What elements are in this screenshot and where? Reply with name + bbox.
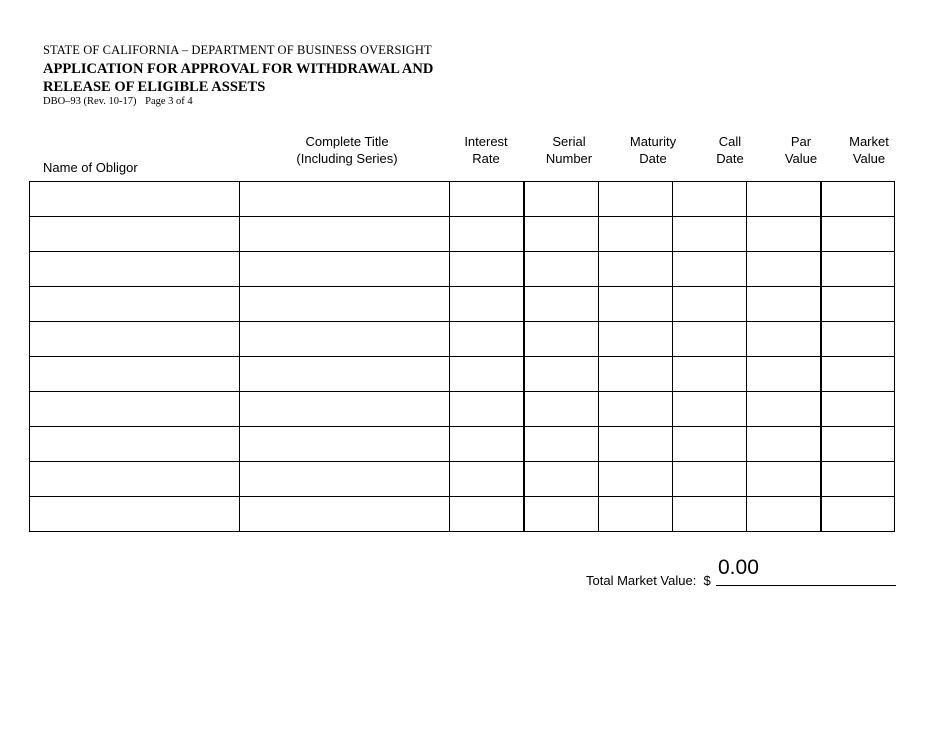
col-header-serial-number: Serial Number xyxy=(545,134,593,166)
table-row xyxy=(30,217,895,252)
cell-maturity-date[interactable] xyxy=(599,182,673,217)
cell-par-value[interactable] xyxy=(747,252,821,287)
cell-interest-rate[interactable] xyxy=(450,322,524,357)
table-row xyxy=(30,427,895,462)
cell-call-date[interactable] xyxy=(673,427,747,462)
cell-complete-title[interactable] xyxy=(240,287,450,322)
cell-maturity-date[interactable] xyxy=(599,392,673,427)
agency-name: STATE OF CALIFORNIA – DEPARTMENT OF BUSINESS OVERSIGHT xyxy=(43,43,432,57)
cell-market-value[interactable] xyxy=(821,287,895,322)
cell-market-value[interactable] xyxy=(821,357,895,392)
cell-market-value[interactable] xyxy=(821,322,895,357)
cell-maturity-date[interactable] xyxy=(599,252,673,287)
cell-complete-title[interactable] xyxy=(240,427,450,462)
cell-name-of-obligor[interactable] xyxy=(30,357,240,392)
cell-serial-number[interactable] xyxy=(524,392,599,427)
total-market-value-amount: 0.00 xyxy=(718,556,759,579)
cell-interest-rate[interactable] xyxy=(450,462,524,497)
cell-maturity-date[interactable] xyxy=(599,322,673,357)
total-market-value-field[interactable] xyxy=(716,585,896,586)
table-row xyxy=(30,497,895,532)
cell-interest-rate[interactable] xyxy=(450,497,524,532)
cell-market-value[interactable] xyxy=(821,252,895,287)
cell-serial-number[interactable] xyxy=(524,287,599,322)
form-revision xyxy=(43,96,199,107)
cell-complete-title[interactable] xyxy=(240,497,450,532)
col-header-interest-rate: Interest Rate xyxy=(464,134,508,166)
col-header-call-date: Call Date xyxy=(716,134,744,166)
cell-serial-number[interactable] xyxy=(524,462,599,497)
cell-serial-number[interactable] xyxy=(524,322,599,357)
cell-call-date[interactable] xyxy=(673,392,747,427)
cell-name-of-obligor[interactable] xyxy=(30,322,240,357)
cell-par-value[interactable] xyxy=(747,357,821,392)
cell-complete-title[interactable] xyxy=(240,357,450,392)
cell-name-of-obligor[interactable] xyxy=(30,182,240,217)
col-header-maturity-date: Maturity Date xyxy=(629,134,677,166)
currency-symbol: $ xyxy=(703,573,711,588)
cell-market-value[interactable] xyxy=(821,392,895,427)
cell-serial-number[interactable] xyxy=(524,497,599,532)
table-row xyxy=(30,322,895,357)
cell-par-value[interactable] xyxy=(747,427,821,462)
form-title-line1: APPLICATION FOR APPROVAL FOR WITHDRAWAL AND xyxy=(43,61,434,77)
assets-table xyxy=(29,181,895,532)
cell-par-value[interactable] xyxy=(747,182,821,217)
cell-maturity-date[interactable] xyxy=(599,287,673,322)
cell-interest-rate[interactable] xyxy=(450,182,524,217)
cell-name-of-obligor[interactable] xyxy=(30,392,240,427)
cell-name-of-obligor[interactable] xyxy=(30,462,240,497)
cell-market-value[interactable] xyxy=(821,462,895,497)
col-header-par-value: Par Value xyxy=(784,134,818,166)
cell-maturity-date[interactable] xyxy=(599,217,673,252)
cell-call-date[interactable] xyxy=(673,357,747,392)
cell-call-date[interactable] xyxy=(673,497,747,532)
page-number: Page 3 of 4 xyxy=(145,96,193,107)
cell-maturity-date[interactable] xyxy=(599,357,673,392)
cell-interest-rate[interactable] xyxy=(450,427,524,462)
cell-complete-title[interactable] xyxy=(240,322,450,357)
cell-complete-title[interactable] xyxy=(240,392,450,427)
cell-market-value[interactable] xyxy=(821,497,895,532)
cell-complete-title[interactable] xyxy=(240,462,450,497)
form-number: DBO–93 (Rev. 10-17) xyxy=(43,96,137,107)
cell-maturity-date[interactable] xyxy=(599,462,673,497)
cell-call-date[interactable] xyxy=(673,462,747,497)
form-title xyxy=(43,60,433,96)
cell-interest-rate[interactable] xyxy=(450,252,524,287)
cell-par-value[interactable] xyxy=(747,217,821,252)
cell-par-value[interactable] xyxy=(747,322,821,357)
cell-par-value[interactable] xyxy=(747,392,821,427)
total-market-value-label: Total Market Value: $ xyxy=(586,573,711,588)
cell-par-value[interactable] xyxy=(747,287,821,322)
cell-serial-number[interactable] xyxy=(524,217,599,252)
cell-call-date[interactable] xyxy=(673,287,747,322)
cell-serial-number[interactable] xyxy=(524,182,599,217)
cell-par-value[interactable] xyxy=(747,497,821,532)
cell-call-date[interactable] xyxy=(673,217,747,252)
table-row xyxy=(30,462,895,497)
cell-serial-number[interactable] xyxy=(524,357,599,392)
cell-complete-title[interactable] xyxy=(240,252,450,287)
cell-market-value[interactable] xyxy=(821,217,895,252)
cell-call-date[interactable] xyxy=(673,252,747,287)
cell-interest-rate[interactable] xyxy=(450,287,524,322)
col-header-complete-title: Complete Title (Including Series) xyxy=(296,134,398,166)
cell-market-value[interactable] xyxy=(821,427,895,462)
cell-market-value[interactable] xyxy=(821,182,895,217)
cell-maturity-date[interactable] xyxy=(599,427,673,462)
table-row xyxy=(30,182,895,217)
cell-par-value[interactable] xyxy=(747,462,821,497)
cell-call-date[interactable] xyxy=(673,322,747,357)
table-row xyxy=(30,392,895,427)
cell-maturity-date[interactable] xyxy=(599,497,673,532)
cell-name-of-obligor[interactable] xyxy=(30,252,240,287)
col-header-name-of-obligor: Name of Obligor xyxy=(43,160,138,175)
form-title-line2: RELEASE OF ELIGIBLE ASSETS xyxy=(43,79,266,95)
cell-name-of-obligor[interactable] xyxy=(30,217,240,252)
cell-name-of-obligor[interactable] xyxy=(30,497,240,532)
cell-call-date[interactable] xyxy=(673,182,747,217)
cell-interest-rate[interactable] xyxy=(450,392,524,427)
cell-interest-rate[interactable] xyxy=(450,217,524,252)
cell-name-of-obligor[interactable] xyxy=(30,427,240,462)
table-row xyxy=(30,287,895,322)
cell-serial-number[interactable] xyxy=(524,427,599,462)
table-row xyxy=(30,357,895,392)
cell-complete-title[interactable] xyxy=(240,182,450,217)
cell-serial-number[interactable] xyxy=(524,252,599,287)
col-header-market-value: Market Value xyxy=(849,134,889,166)
cell-name-of-obligor[interactable] xyxy=(30,287,240,322)
cell-complete-title[interactable] xyxy=(240,217,450,252)
cell-interest-rate[interactable] xyxy=(450,357,524,392)
table-row xyxy=(30,252,895,287)
